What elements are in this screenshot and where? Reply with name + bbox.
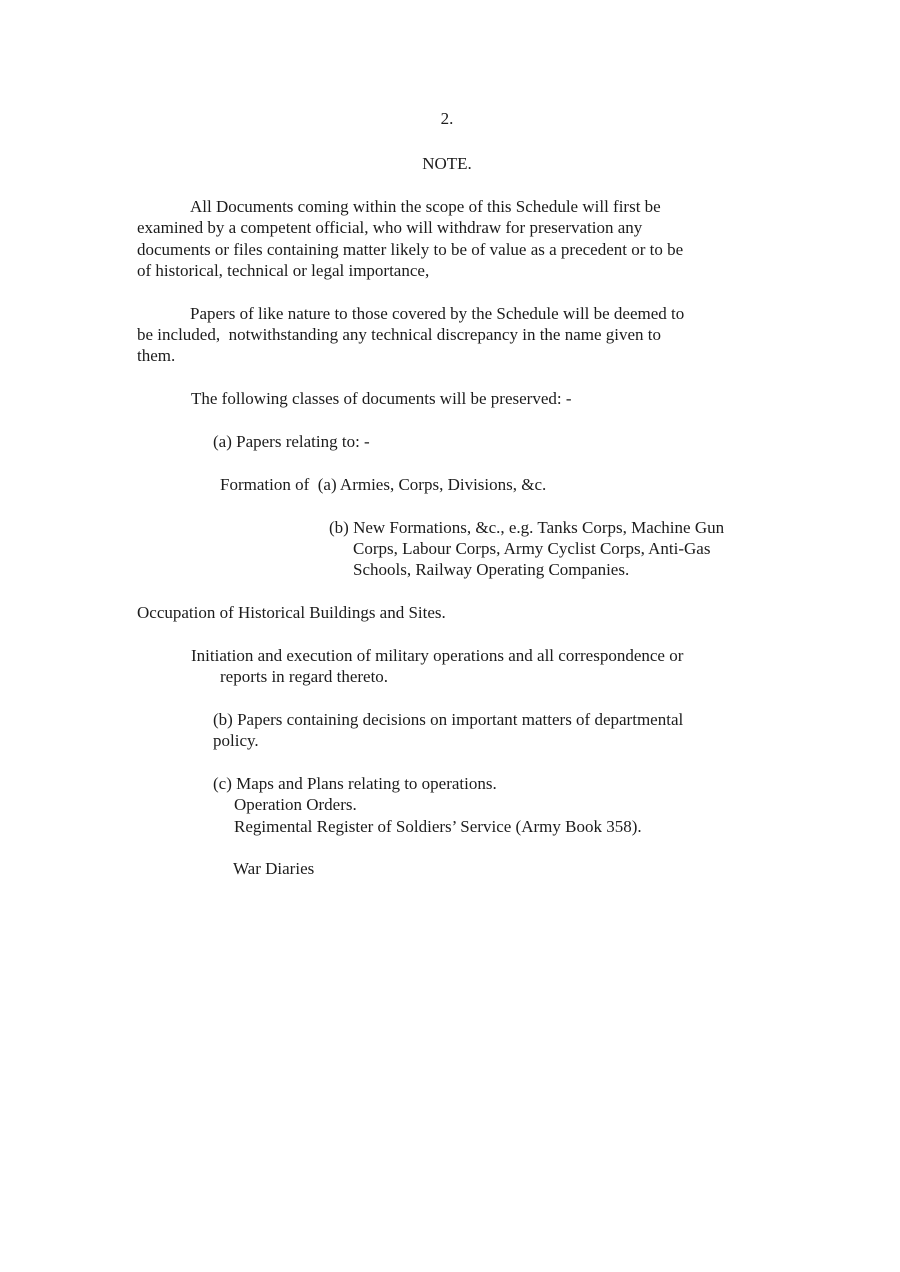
text-line: Regimental Register of Soldiers’ Service (Army Book 358). xyxy=(234,816,642,836)
item-war-diaries xyxy=(137,858,757,879)
item-c-maps xyxy=(137,773,757,837)
text-line: them. xyxy=(137,346,176,366)
text-line: Occupation of Historical Buildings and Sites. xyxy=(137,602,446,622)
item-formation xyxy=(137,474,757,495)
text-line: (a) Papers relating to: - xyxy=(213,431,370,451)
text-line: be included, notwithstanding any technical discrepancy in the name given to xyxy=(137,325,662,345)
text-line: Operation Orders. xyxy=(234,795,357,815)
text-line: (b) Papers containing decisions on important matters of departmental xyxy=(213,709,684,729)
text-line: reports in regard thereto. xyxy=(220,667,389,687)
text-line: Papers of like nature to those covered by the Schedule will be deemed to xyxy=(190,303,685,323)
page-number: 2. xyxy=(440,109,454,128)
item-a-papers xyxy=(137,431,757,452)
text-line: policy. xyxy=(213,731,259,751)
text-line: (c) Maps and Plans relating to operations. xyxy=(213,773,497,793)
text-line: Formation of (a) Armies, Corps, Divisions, &c. xyxy=(220,474,547,494)
item-b-new-formations xyxy=(137,517,757,581)
item-b-policy xyxy=(137,709,757,752)
paragraph-like-nature xyxy=(137,303,757,367)
item-occupation xyxy=(137,602,757,623)
text-line: documents or files containing matter likely to be of value as a precedent or to be xyxy=(137,239,684,259)
paragraph-intro xyxy=(137,196,757,281)
text-line: War Diaries xyxy=(233,859,315,879)
text-line: (b) New Formations, &c., e.g. Tanks Corps, Machine Gun xyxy=(329,517,725,537)
text-line: of historical, technical or legal importance, xyxy=(137,260,430,280)
text-line: The following classes of documents will be preserved: - xyxy=(191,389,572,409)
item-initiation xyxy=(137,645,757,688)
text-line: All Documents coming within the scope of this Schedule will first be xyxy=(190,197,661,217)
text-line: examined by a competent official, who will withdraw for preservation any xyxy=(137,218,643,238)
note-heading: NOTE. xyxy=(422,154,472,174)
text-line: Schools, Railway Operating Companies. xyxy=(353,560,630,580)
text-line: Corps, Labour Corps, Army Cyclist Corps, Anti-Gas xyxy=(353,538,711,558)
paragraph-following-classes xyxy=(137,388,757,409)
text-line: Initiation and execution of military operations and all correspondence or xyxy=(191,645,684,665)
